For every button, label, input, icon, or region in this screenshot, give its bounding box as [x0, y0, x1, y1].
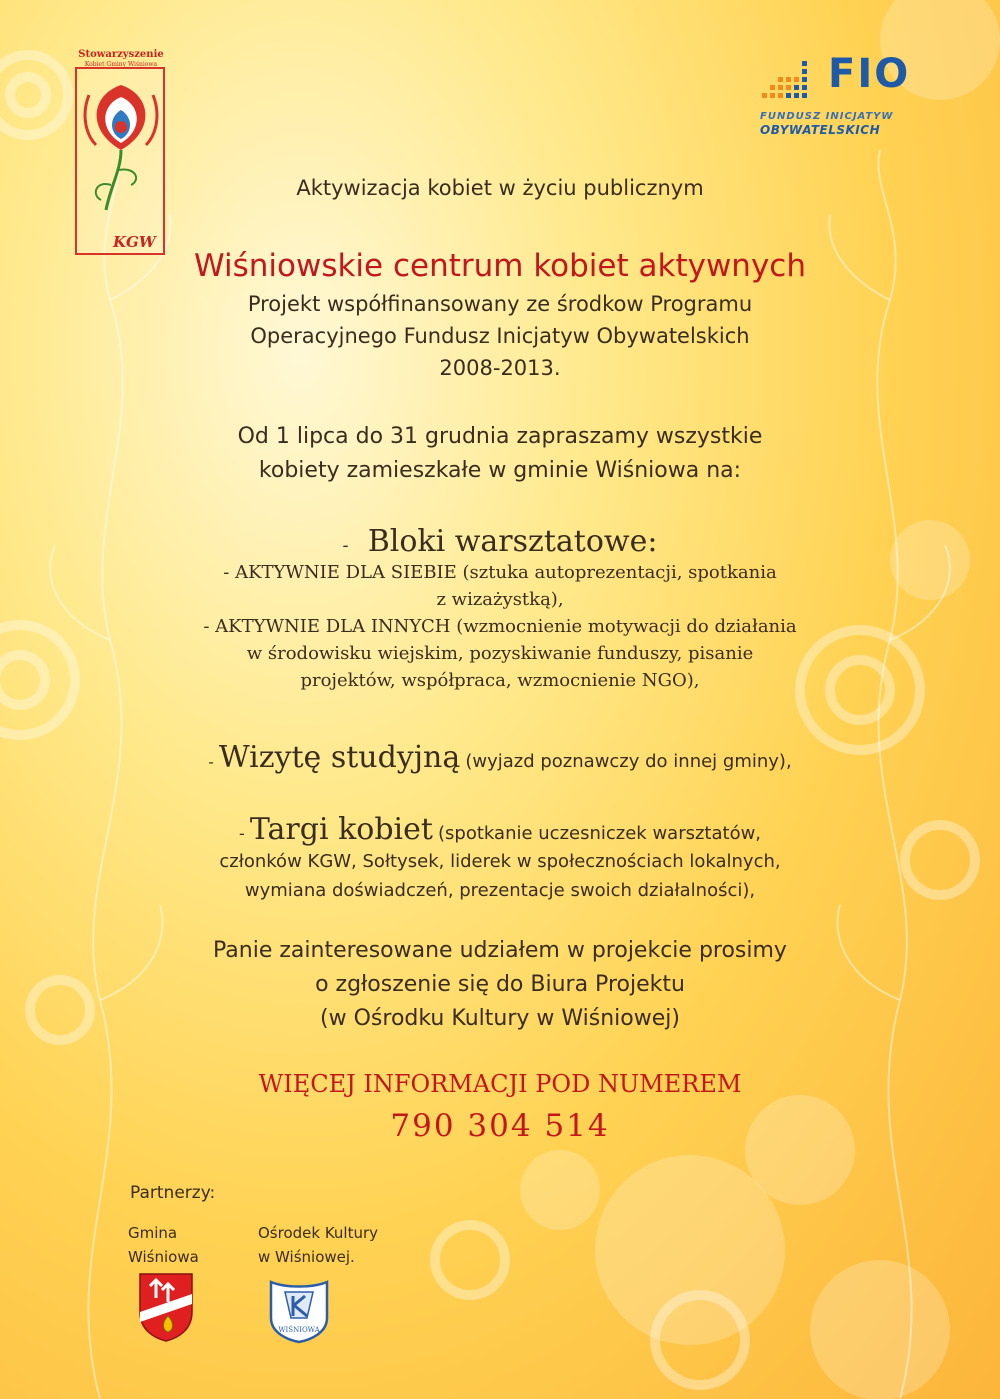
- partner-gmina-line: Gmina: [128, 1224, 178, 1242]
- fair-detail-first: (spotkanie uczesniczek warsztatów,: [438, 823, 762, 844]
- study-visit-detail: (wyjazd poznawczy do innej gminy),: [465, 751, 792, 772]
- workshop-blocks-heading: [0, 524, 1000, 559]
- fio-logo-line1: FUNDUSZ INICJATYW: [760, 111, 894, 122]
- invite-line: Od 1 lipca do 31 grudnia zapraszamy wszystkie: [237, 424, 763, 449]
- poster-title: Wiśniowskie centrum kobiet aktywnych: [194, 248, 806, 284]
- invite-line: kobiety zamieszkałe w gminie Wiśniowa na:: [258, 458, 742, 483]
- phone-number: 790 304 514: [390, 1108, 610, 1144]
- partner-culture-center: [258, 1221, 378, 1269]
- workshop-line: - AKTYWNIE DLA SIEBIE (sztuka autoprezentacji, spotkania: [223, 562, 777, 583]
- kgw-logo-subtitle: Kobiet Gminy Wiśniowa: [84, 61, 158, 68]
- registration-line: Panie zainteresowane udziałem w projekcie prosimy: [213, 938, 787, 963]
- study-visit-heading: Wizytę studyjną: [218, 740, 461, 775]
- poster-subtitle: Aktywizacja kobiet w życiu publicznym: [296, 176, 704, 200]
- fair-section: [0, 812, 1000, 905]
- workshop-line: z wizażystką),: [436, 589, 564, 610]
- workshop-blocks-section: [0, 524, 1000, 694]
- partner-gmina-line: Wiśniowa: [128, 1248, 199, 1266]
- fair-line: członków KGW, Sołtysek, liderek w społecznościach lokalnych,: [219, 851, 781, 872]
- workshop-line: w środowisku wiejskim, pozyskiwanie funduszy, pisanie: [246, 643, 754, 664]
- fio-logo: [758, 51, 933, 145]
- fair-line: wymiana doświadczeń, prezentacje swoich działalności),: [244, 880, 756, 901]
- registration-info: [0, 934, 1000, 1036]
- workshop-dash: -: [342, 535, 349, 556]
- fio-dots-icon: [758, 55, 830, 105]
- more-info-heading: WIĘCEJ INFORMACJI POD NUMEREM: [258, 1070, 742, 1098]
- fair-dash: -: [238, 824, 245, 843]
- kgw-logo-abbr: KGW: [113, 233, 156, 251]
- gmina-crest-icon: [138, 1272, 194, 1342]
- workshop-line: projektów, współpraca, wzmocnienie NGO),: [300, 670, 700, 691]
- project-line: 2008-2013.: [439, 356, 561, 380]
- partner-culture-line: w Wiśniowej.: [258, 1248, 355, 1266]
- fair-heading: Targi kobiet: [249, 812, 433, 847]
- partner-gmina: [128, 1221, 199, 1269]
- culture-center-crest-text: WIŚNIOWA: [278, 1326, 320, 1334]
- project-line: Projekt współfinansowany ze środkow Programu: [247, 292, 753, 316]
- registration-line: o zgłoszenie się do Biura Projektu: [315, 972, 685, 997]
- study-visit-section: [0, 740, 1000, 775]
- registration-line: (w Ośrodku Kultury w Wiśniowej): [320, 1006, 680, 1031]
- fio-logo-line2: OBYWATELSKICH: [760, 123, 881, 137]
- culture-center-crest-icon: [265, 1278, 333, 1344]
- fio-logo-word: FIO: [828, 51, 911, 97]
- invitation-text: [0, 420, 1000, 488]
- study-visit-dash: -: [208, 752, 214, 771]
- kgw-logo-title: Stowarzyszenie: [78, 49, 164, 60]
- project-description: [0, 288, 1000, 384]
- partner-culture-line: Ośrodek Kultury: [258, 1224, 379, 1242]
- workshop-line: - AKTYWNIE DLA INNYCH (wzmocnienie motywacji do działania: [203, 616, 797, 637]
- project-line: Operacyjnego Fundusz Inicjatyw Obywatelskich: [250, 324, 750, 348]
- workshop-heading-text: Bloki warsztatowe:: [367, 524, 658, 559]
- partners-label: Partnerzy:: [130, 1183, 216, 1203]
- kgw-flower-icon: [81, 75, 161, 235]
